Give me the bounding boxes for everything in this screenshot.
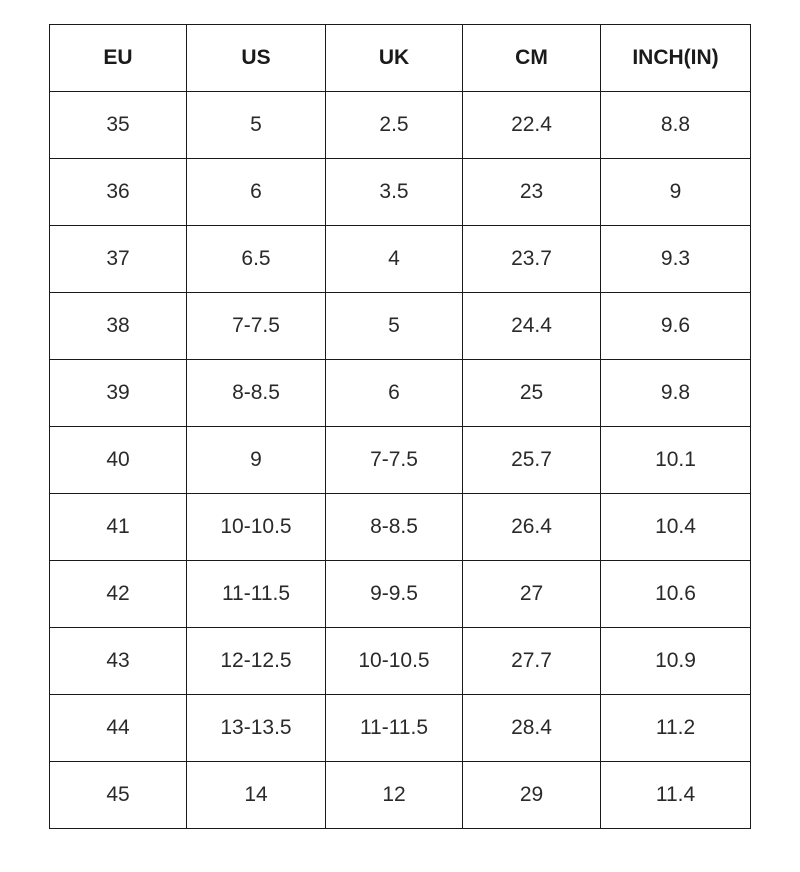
cell-cm: 23 xyxy=(463,159,601,226)
cell-uk: 5 xyxy=(326,293,463,360)
cell-cm: 27.7 xyxy=(463,628,601,695)
size-chart-table xyxy=(49,24,751,829)
table-row xyxy=(50,494,751,561)
table-row xyxy=(50,92,751,159)
cell-eu: 40 xyxy=(50,427,187,494)
cell-inch: 11.4 xyxy=(601,762,751,829)
cell-us: 8-8.5 xyxy=(187,360,326,427)
cell-eu: 35 xyxy=(50,92,187,159)
cell-eu: 39 xyxy=(50,360,187,427)
header-inch: INCH(IN) xyxy=(601,25,751,92)
cell-us: 6 xyxy=(187,159,326,226)
cell-inch: 9.3 xyxy=(601,226,751,293)
cell-us: 10-10.5 xyxy=(187,494,326,561)
cell-eu: 36 xyxy=(50,159,187,226)
header-eu: EU xyxy=(50,25,187,92)
cell-inch: 10.4 xyxy=(601,494,751,561)
header-uk: UK xyxy=(326,25,463,92)
cell-us: 5 xyxy=(187,92,326,159)
table-row xyxy=(50,226,751,293)
cell-us: 11-11.5 xyxy=(187,561,326,628)
cell-us: 13-13.5 xyxy=(187,695,326,762)
cell-inch: 10.9 xyxy=(601,628,751,695)
header-us: US xyxy=(187,25,326,92)
cell-us: 9 xyxy=(187,427,326,494)
cell-inch: 10.6 xyxy=(601,561,751,628)
table-row xyxy=(50,159,751,226)
header-row xyxy=(50,25,751,92)
cell-us: 14 xyxy=(187,762,326,829)
table-body xyxy=(50,92,751,829)
cell-eu: 43 xyxy=(50,628,187,695)
cell-inch: 9 xyxy=(601,159,751,226)
cell-uk: 12 xyxy=(326,762,463,829)
cell-eu: 37 xyxy=(50,226,187,293)
table-row xyxy=(50,762,751,829)
cell-inch: 11.2 xyxy=(601,695,751,762)
table-row xyxy=(50,628,751,695)
cell-eu: 44 xyxy=(50,695,187,762)
cell-uk: 8-8.5 xyxy=(326,494,463,561)
cell-cm: 26.4 xyxy=(463,494,601,561)
cell-cm: 25 xyxy=(463,360,601,427)
cell-inch: 10.1 xyxy=(601,427,751,494)
table-row xyxy=(50,561,751,628)
cell-cm: 28.4 xyxy=(463,695,601,762)
cell-eu: 38 xyxy=(50,293,187,360)
table-row xyxy=(50,360,751,427)
table-header xyxy=(50,25,751,92)
cell-inch: 9.6 xyxy=(601,293,751,360)
cell-uk: 10-10.5 xyxy=(326,628,463,695)
cell-inch: 9.8 xyxy=(601,360,751,427)
cell-cm: 29 xyxy=(463,762,601,829)
table-row xyxy=(50,293,751,360)
cell-eu: 42 xyxy=(50,561,187,628)
cell-cm: 24.4 xyxy=(463,293,601,360)
cell-uk: 6 xyxy=(326,360,463,427)
cell-uk: 3.5 xyxy=(326,159,463,226)
cell-cm: 22.4 xyxy=(463,92,601,159)
cell-uk: 11-11.5 xyxy=(326,695,463,762)
table-row xyxy=(50,695,751,762)
cell-cm: 27 xyxy=(463,561,601,628)
cell-us: 7-7.5 xyxy=(187,293,326,360)
table-row xyxy=(50,427,751,494)
cell-inch: 8.8 xyxy=(601,92,751,159)
cell-cm: 25.7 xyxy=(463,427,601,494)
cell-eu: 41 xyxy=(50,494,187,561)
cell-eu: 45 xyxy=(50,762,187,829)
cell-uk: 9-9.5 xyxy=(326,561,463,628)
cell-us: 12-12.5 xyxy=(187,628,326,695)
cell-cm: 23.7 xyxy=(463,226,601,293)
cell-uk: 7-7.5 xyxy=(326,427,463,494)
cell-uk: 2.5 xyxy=(326,92,463,159)
cell-uk: 4 xyxy=(326,226,463,293)
header-cm: CM xyxy=(463,25,601,92)
cell-us: 6.5 xyxy=(187,226,326,293)
